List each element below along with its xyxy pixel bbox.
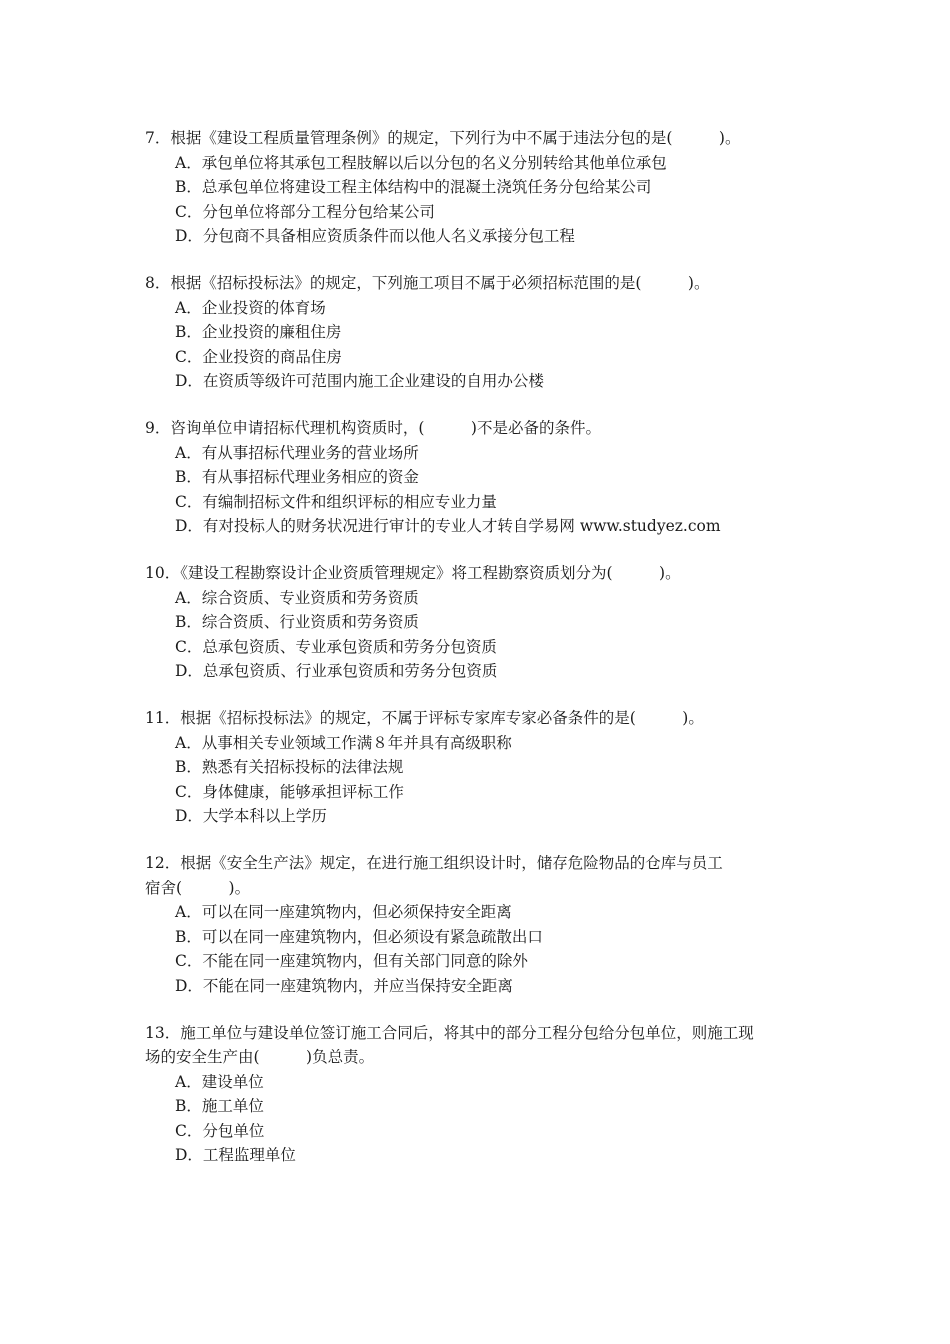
- option-d: D．总承包资质、行业承包资质和劳务分包资质: [175, 662, 498, 680]
- question-10: [145, 561, 815, 684]
- question-stem: 13．施工单位与建设单位签订施工合同后，将其中的部分工程分包给分包单位，则施工现 场的安全生产由( )负总责。: [145, 1023, 754, 1066]
- option-c: C．企业投资的商品住房: [175, 347, 342, 366]
- option-b: B．熟悉有关招标投标的法律法规: [175, 758, 404, 776]
- option-b: B．施工单位: [175, 1097, 264, 1115]
- option-a: A．企业投资的体育场: [175, 298, 326, 317]
- option-b: B．有从事招标代理业务相应的资金: [175, 468, 419, 486]
- question-12: [145, 851, 815, 998]
- option-c: C．不能在同一座建筑物内，但有关部门同意的除外: [175, 952, 528, 970]
- option-c: C．总承包资质、专业承包资质和劳务分包资质: [175, 637, 497, 656]
- option-d: D．不能在同一座建筑物内，并应当保持安全距离: [175, 976, 513, 995]
- question-stem: 7．根据《建设工程质量管理条例》的规定，下列行为中不属于违法分包的是( )。: [145, 129, 741, 147]
- question-list: [145, 126, 815, 1190]
- option-b: B．综合资质、行业资质和劳务资质: [175, 613, 419, 631]
- option-c: C．有编制招标文件和组织评标的相应专业力量: [175, 492, 497, 511]
- option-a: A．建设单位: [175, 1072, 264, 1091]
- question-11: [145, 706, 815, 829]
- question-stem: 10．《建设工程勘察设计企业资质管理规定》将工程勘察资质划分为( )。: [145, 564, 681, 582]
- option-d: D．在资质等级许可范围内施工企业建设的自用办公楼: [175, 372, 544, 390]
- option-b: B．可以在同一座建筑物内，但必须设有紧急疏散出口: [175, 927, 543, 946]
- option-a: A．承包单位将其承包工程肢解以后以分包的名义分别转给其他单位承包: [175, 153, 667, 172]
- option-d: D．工程监理单位: [175, 1146, 296, 1164]
- option-a: A．有从事招标代理业务的营业场所: [175, 443, 419, 462]
- question-8: [145, 271, 815, 394]
- question-9: [145, 416, 815, 539]
- question-stem: 8．根据《招标投标法》的规定，下列施工项目不属于必须招标范围的是( )。: [145, 274, 710, 292]
- question-stem: 11．根据《招标投标法》的规定，不属于评标专家库专家必备条件的是( )。: [145, 709, 704, 727]
- option-a: A．综合资质、专业资质和劳务资质: [175, 588, 419, 607]
- option-d: D．大学本科以上学历: [175, 807, 327, 825]
- option-b: B．企业投资的廉租住房: [175, 323, 342, 341]
- question-stem: 9．咨询单位申请招标代理机构资质时，( )不是必备的条件。: [145, 419, 601, 437]
- question-stem: 12．根据《安全生产法》规定，在进行施工组织设计时，储存危险物品的仓库与员工 宿舍( )。: [145, 854, 723, 897]
- question-13: [145, 1021, 815, 1168]
- option-a: A．可以在同一座建筑物内，但必须保持安全距离: [175, 903, 512, 921]
- question-7: [145, 126, 815, 249]
- option-d: D．有对投标人的财务状况进行审计的专业人才转自学易网 www.studyez.com: [175, 517, 721, 535]
- option-c: C．身体健康，能够承担评标工作: [175, 782, 404, 801]
- option-c: C．分包单位: [175, 1121, 265, 1140]
- option-b: B．总承包单位将建设工程主体结构中的混凝土浇筑任务分包给某公司: [175, 178, 652, 196]
- option-a: A．从事相关专业领域工作满８年并具有高级职称: [175, 733, 512, 752]
- option-d: D．分包商不具备相应资质条件而以他人名义承接分包工程: [175, 227, 575, 245]
- option-c: C．分包单位将部分工程分包给某公司: [175, 202, 435, 221]
